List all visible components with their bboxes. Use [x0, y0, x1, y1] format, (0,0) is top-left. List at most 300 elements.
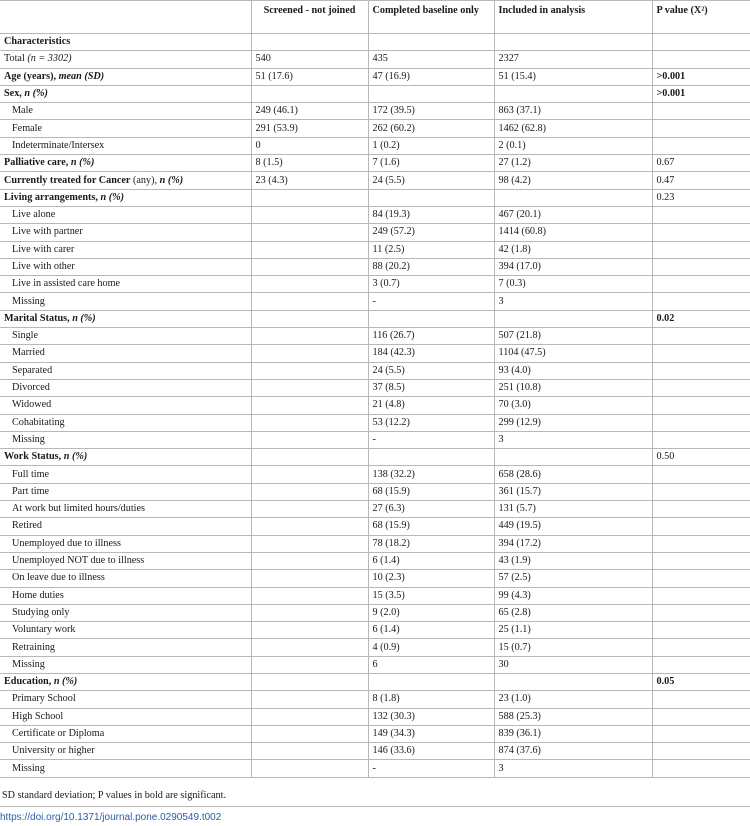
- completed-value: 11 (2.5): [368, 241, 494, 258]
- p-value: 0.47: [652, 172, 750, 189]
- p-value: [652, 552, 750, 569]
- table-header-row: [0, 1, 750, 34]
- table-row: [0, 137, 750, 154]
- p-value: >0.001: [652, 85, 750, 102]
- completed-value: 4 (0.9): [368, 639, 494, 656]
- row-label: [0, 691, 251, 708]
- screened-value: 540: [251, 51, 368, 68]
- row-label-text: Primary School: [12, 693, 76, 705]
- row-label-text: Female: [12, 122, 42, 134]
- row-label: [0, 276, 251, 293]
- p-value: [652, 431, 750, 448]
- p-value: [652, 137, 750, 154]
- row-label: [0, 397, 251, 414]
- table-body: [0, 34, 750, 778]
- included-value: 361 (15.7): [494, 483, 652, 500]
- row-label-suffix: n (%): [70, 157, 95, 169]
- p-value: [652, 120, 750, 137]
- row-label-text: Work Status,: [4, 451, 62, 463]
- p-value: [652, 708, 750, 725]
- row-label: [0, 293, 251, 310]
- screened-value: [251, 397, 368, 414]
- row-label: [0, 68, 251, 85]
- included-value: 863 (37.1): [494, 103, 652, 120]
- screened-value: [251, 466, 368, 483]
- table-row: [0, 120, 750, 137]
- row-label: [0, 518, 251, 535]
- included-value: 3: [494, 293, 652, 310]
- row-label-text: Separated: [12, 364, 53, 376]
- included-value: 507 (21.8): [494, 328, 652, 345]
- row-label: [0, 103, 251, 120]
- screened-value: 291 (53.9): [251, 120, 368, 137]
- completed-value: [368, 85, 494, 102]
- table-row: [0, 414, 750, 431]
- table-row: [0, 34, 750, 51]
- p-value: [652, 570, 750, 587]
- completed-value: 84 (19.3): [368, 206, 494, 223]
- row-label-text: Live alone: [12, 209, 56, 221]
- p-value: [652, 622, 750, 639]
- table-row: [0, 743, 750, 760]
- included-value: 658 (28.6): [494, 466, 652, 483]
- completed-value: [368, 34, 494, 51]
- row-label: [0, 639, 251, 656]
- included-value: 93 (4.0): [494, 362, 652, 379]
- completed-value: 6 (1.4): [368, 622, 494, 639]
- row-label-text: Characteristics: [4, 36, 71, 48]
- table-row: [0, 293, 750, 310]
- row-label-text: Full time: [12, 468, 50, 480]
- row-label-suffix: n (%): [63, 451, 88, 463]
- row-label: [0, 362, 251, 379]
- row-label: [0, 258, 251, 275]
- row-label: [0, 155, 251, 172]
- table-row: [0, 258, 750, 275]
- table-row: [0, 206, 750, 223]
- row-label: [0, 743, 251, 760]
- completed-value: 78 (18.2): [368, 535, 494, 552]
- screened-value: [251, 673, 368, 690]
- row-label: [0, 673, 251, 690]
- completed-value: 249 (57.2): [368, 224, 494, 241]
- row-label-text: Cohabitating: [12, 416, 65, 428]
- p-value: >0.001: [652, 68, 750, 85]
- row-label-suffix: n (%): [24, 88, 48, 100]
- p-value: [652, 345, 750, 362]
- completed-value: 24 (5.5): [368, 362, 494, 379]
- completed-value: 21 (4.8): [368, 397, 494, 414]
- completed-value: 27 (6.3): [368, 501, 494, 518]
- row-label: [0, 137, 251, 154]
- screened-value: [251, 725, 368, 742]
- completed-value: 37 (8.5): [368, 379, 494, 396]
- row-label: [0, 449, 251, 466]
- row-label: [0, 241, 251, 258]
- row-label: [0, 310, 251, 327]
- row-label-suffix: n (%): [159, 174, 184, 186]
- table-row: [0, 241, 750, 258]
- doi-link[interactable]: https://doi.org/10.1371/journal.pone.0290549.t002: [0, 812, 222, 823]
- table-footnote: SD standard deviation; P values in bold are significant.: [2, 790, 226, 801]
- completed-value: 116 (26.7): [368, 328, 494, 345]
- table-row: [0, 51, 750, 68]
- completed-value: 8 (1.8): [368, 691, 494, 708]
- table-row: [0, 276, 750, 293]
- included-value: 394 (17.2): [494, 535, 652, 552]
- p-value: [652, 379, 750, 396]
- table-row: [0, 431, 750, 448]
- row-label-text: Certificate or Diploma: [12, 728, 105, 740]
- screened-value: [251, 34, 368, 51]
- p-value: [652, 656, 750, 673]
- row-label-text: Unemployed due to illness: [12, 537, 121, 549]
- p-value: [652, 466, 750, 483]
- included-value: 98 (4.2): [494, 172, 652, 189]
- row-label-text: Live in assisted care home: [12, 278, 121, 290]
- completed-value: 7 (1.6): [368, 155, 494, 172]
- screened-value: [251, 224, 368, 241]
- included-value: 42 (1.8): [494, 241, 652, 258]
- completed-value: 1 (0.2): [368, 137, 494, 154]
- table-row: [0, 155, 750, 172]
- completed-value: [368, 449, 494, 466]
- p-value: 0.67: [652, 155, 750, 172]
- screened-value: 0: [251, 137, 368, 154]
- row-label: [0, 483, 251, 500]
- row-label-text: Living arrangements,: [4, 191, 98, 203]
- screened-value: [251, 691, 368, 708]
- header-included: Included in analysis: [494, 1, 652, 34]
- row-label-text: Missing: [12, 295, 45, 307]
- p-value: [652, 587, 750, 604]
- row-label-text: Missing: [12, 658, 45, 670]
- completed-value: 435: [368, 51, 494, 68]
- p-value: [652, 397, 750, 414]
- table-row: [0, 570, 750, 587]
- included-value: 15 (0.7): [494, 639, 652, 656]
- row-label: [0, 570, 251, 587]
- included-value: 57 (2.5): [494, 570, 652, 587]
- row-label-text: Single: [12, 330, 39, 342]
- screened-value: [251, 431, 368, 448]
- p-value: 0.23: [652, 189, 750, 206]
- row-label-text: At work but limited hours/duties: [12, 503, 145, 515]
- included-value: [494, 449, 652, 466]
- row-label-text: Male: [12, 105, 33, 117]
- screened-value: [251, 483, 368, 500]
- row-label: [0, 604, 251, 621]
- p-value: [652, 362, 750, 379]
- row-label-text: Missing: [12, 762, 45, 774]
- row-label-text: Currently treated for Cancer: [4, 174, 131, 186]
- screened-value: 8 (1.5): [251, 155, 368, 172]
- completed-value: [368, 673, 494, 690]
- table-row: [0, 518, 750, 535]
- included-value: 588 (25.3): [494, 708, 652, 725]
- p-value: [652, 604, 750, 621]
- included-value: 467 (20.1): [494, 206, 652, 223]
- completed-value: 138 (32.2): [368, 466, 494, 483]
- screened-value: [251, 189, 368, 206]
- completed-value: 15 (3.5): [368, 587, 494, 604]
- screened-value: [251, 535, 368, 552]
- screened-value: [251, 258, 368, 275]
- completed-value: 149 (34.3): [368, 725, 494, 742]
- row-label: [0, 622, 251, 639]
- included-value: 2327: [494, 51, 652, 68]
- screened-value: [251, 708, 368, 725]
- p-value: [652, 691, 750, 708]
- row-label: [0, 328, 251, 345]
- table-row: [0, 639, 750, 656]
- row-label-suffix: n (%): [72, 312, 96, 324]
- included-value: 3: [494, 431, 652, 448]
- row-label: [0, 552, 251, 569]
- included-value: 299 (12.9): [494, 414, 652, 431]
- row-label-text: Age (years),: [4, 70, 57, 82]
- p-value: [652, 103, 750, 120]
- screened-value: [251, 743, 368, 760]
- table-row: [0, 345, 750, 362]
- row-label: [0, 51, 251, 68]
- row-label-text: Retraining: [12, 641, 56, 653]
- row-label-text: Live with other: [12, 261, 75, 272]
- row-label-text: Live with carer: [12, 243, 75, 255]
- completed-value: 9 (2.0): [368, 604, 494, 621]
- included-value: 1462 (62.8): [494, 120, 652, 137]
- included-value: 43 (1.9): [494, 552, 652, 569]
- row-label-text: Education,: [4, 676, 52, 688]
- included-value: 394 (17.0): [494, 258, 652, 275]
- p-value: [652, 639, 750, 656]
- row-label-text: Palliative care,: [4, 157, 69, 169]
- completed-value: 132 (30.3): [368, 708, 494, 725]
- table-row: [0, 224, 750, 241]
- completed-value: 262 (60.2): [368, 120, 494, 137]
- row-label-text: On leave due to illness: [12, 572, 105, 584]
- completed-value: 88 (20.2): [368, 258, 494, 275]
- screened-value: [251, 552, 368, 569]
- row-label-suffix: (n = 3302): [27, 53, 72, 65]
- p-value: [652, 328, 750, 345]
- included-value: 7 (0.3): [494, 276, 652, 293]
- row-label: [0, 708, 251, 725]
- completed-value: 24 (5.5): [368, 172, 494, 189]
- table-row: [0, 483, 750, 500]
- included-value: [494, 85, 652, 102]
- screened-value: [251, 518, 368, 535]
- included-value: 1414 (60.8): [494, 224, 652, 241]
- included-value: [494, 310, 652, 327]
- table-row: [0, 673, 750, 690]
- table-row: [0, 328, 750, 345]
- completed-value: 3 (0.7): [368, 276, 494, 293]
- p-value: [652, 725, 750, 742]
- row-label: [0, 725, 251, 742]
- row-label-text: Retired: [12, 520, 42, 532]
- screened-value: 249 (46.1): [251, 103, 368, 120]
- screened-value: [251, 379, 368, 396]
- header-screened: Screened - not joined: [251, 1, 368, 34]
- included-value: 65 (2.8): [494, 604, 652, 621]
- row-label: [0, 379, 251, 396]
- row-label: [0, 466, 251, 483]
- row-label: [0, 587, 251, 604]
- screened-value: [251, 206, 368, 223]
- table-row: [0, 622, 750, 639]
- screened-value: [251, 276, 368, 293]
- screened-value: 23 (4.3): [251, 172, 368, 189]
- row-label-suffix: n (%): [100, 191, 124, 203]
- table-row: [0, 604, 750, 621]
- table-row: [0, 449, 750, 466]
- included-value: 874 (37.6): [494, 743, 652, 760]
- completed-value: 68 (15.9): [368, 483, 494, 500]
- completed-value: 172 (39.5): [368, 103, 494, 120]
- screened-value: [251, 760, 368, 777]
- included-value: 1104 (47.5): [494, 345, 652, 362]
- completed-value: 184 (42.3): [368, 345, 494, 362]
- completed-value: 53 (12.2): [368, 414, 494, 431]
- row-label-text: Marital Status,: [4, 312, 70, 324]
- table-row: [0, 552, 750, 569]
- p-value: [652, 258, 750, 275]
- table-row: [0, 310, 750, 327]
- row-label-text: Total: [4, 53, 25, 65]
- included-value: 51 (15.4): [494, 68, 652, 85]
- included-value: 25 (1.1): [494, 622, 652, 639]
- table-row: [0, 587, 750, 604]
- row-label: [0, 414, 251, 431]
- table-row: [0, 691, 750, 708]
- row-label-text: Missing: [12, 433, 45, 445]
- table-row: [0, 466, 750, 483]
- table-row: [0, 68, 750, 85]
- screened-value: [251, 414, 368, 431]
- completed-value: 47 (16.9): [368, 68, 494, 85]
- table-row: [0, 379, 750, 396]
- included-value: [494, 673, 652, 690]
- table-row: [0, 535, 750, 552]
- table-row: [0, 103, 750, 120]
- screened-value: 51 (17.6): [251, 68, 368, 85]
- row-label: [0, 206, 251, 223]
- table-row: [0, 362, 750, 379]
- screened-value: [251, 362, 368, 379]
- p-value: 0.50: [652, 449, 750, 466]
- screened-value: [251, 241, 368, 258]
- p-value: [652, 34, 750, 51]
- p-value: [652, 483, 750, 500]
- row-label: [0, 431, 251, 448]
- included-value: 23 (1.0): [494, 691, 652, 708]
- table-row: [0, 172, 750, 189]
- screened-value: [251, 310, 368, 327]
- p-value: [652, 276, 750, 293]
- screened-value: [251, 293, 368, 310]
- p-value: [652, 760, 750, 777]
- screened-value: [251, 570, 368, 587]
- included-value: [494, 189, 652, 206]
- table-row: [0, 760, 750, 777]
- completed-value: 146 (33.6): [368, 743, 494, 760]
- completed-value: 6: [368, 656, 494, 673]
- row-label-text: Divorced: [12, 382, 50, 394]
- row-label: [0, 501, 251, 518]
- row-label: [0, 34, 251, 51]
- included-value: 251 (10.8): [494, 379, 652, 396]
- row-label-text: Voluntary work: [12, 624, 76, 636]
- p-value: [652, 518, 750, 535]
- p-value: [652, 535, 750, 552]
- completed-value: 6 (1.4): [368, 552, 494, 569]
- included-value: 449 (19.5): [494, 518, 652, 535]
- row-label-suffix: n (%): [53, 676, 78, 688]
- p-value: 0.05: [652, 673, 750, 690]
- row-label-text: Studying only: [12, 606, 70, 618]
- table-row: [0, 501, 750, 518]
- row-label-text: University or higher: [12, 745, 95, 757]
- header-completed-baseline: Completed baseline only: [368, 1, 494, 34]
- row-label: [0, 85, 251, 102]
- screened-value: [251, 656, 368, 673]
- p-value: [652, 51, 750, 68]
- row-label-suffix: mean (SD): [58, 70, 105, 82]
- row-label-mid: (any),: [130, 174, 160, 186]
- included-value: 70 (3.0): [494, 397, 652, 414]
- completed-value: 68 (15.9): [368, 518, 494, 535]
- screened-value: [251, 449, 368, 466]
- table-row: [0, 397, 750, 414]
- row-label: [0, 120, 251, 137]
- row-label: [0, 172, 251, 189]
- header-empty-cell: [0, 1, 251, 34]
- screened-value: [251, 328, 368, 345]
- screened-value: [251, 604, 368, 621]
- table-row: [0, 708, 750, 725]
- row-label-text: Widowed: [12, 399, 52, 411]
- p-value: [652, 241, 750, 258]
- screened-value: [251, 587, 368, 604]
- footer-divider: [0, 806, 750, 807]
- included-value: 30: [494, 656, 652, 673]
- row-label: [0, 224, 251, 241]
- table-row: [0, 656, 750, 673]
- p-value: [652, 224, 750, 241]
- p-value: [652, 293, 750, 310]
- header-p-value: P value (X²): [652, 1, 750, 34]
- row-label-text: Married: [12, 347, 45, 359]
- included-value: [494, 34, 652, 51]
- completed-value: -: [368, 293, 494, 310]
- completed-value: 10 (2.3): [368, 570, 494, 587]
- included-value: 839 (36.1): [494, 725, 652, 742]
- row-label: [0, 189, 251, 206]
- row-label: [0, 535, 251, 552]
- included-value: 27 (1.2): [494, 155, 652, 172]
- screened-value: [251, 639, 368, 656]
- screened-value: [251, 501, 368, 518]
- completed-value: -: [368, 760, 494, 777]
- row-label-text: Home duties: [12, 589, 64, 601]
- included-value: 3: [494, 760, 652, 777]
- completed-value: [368, 189, 494, 206]
- p-value: [652, 501, 750, 518]
- screened-value: [251, 622, 368, 639]
- row-label-text: Unemployed NOT due to illness: [12, 555, 145, 567]
- screened-value: [251, 345, 368, 362]
